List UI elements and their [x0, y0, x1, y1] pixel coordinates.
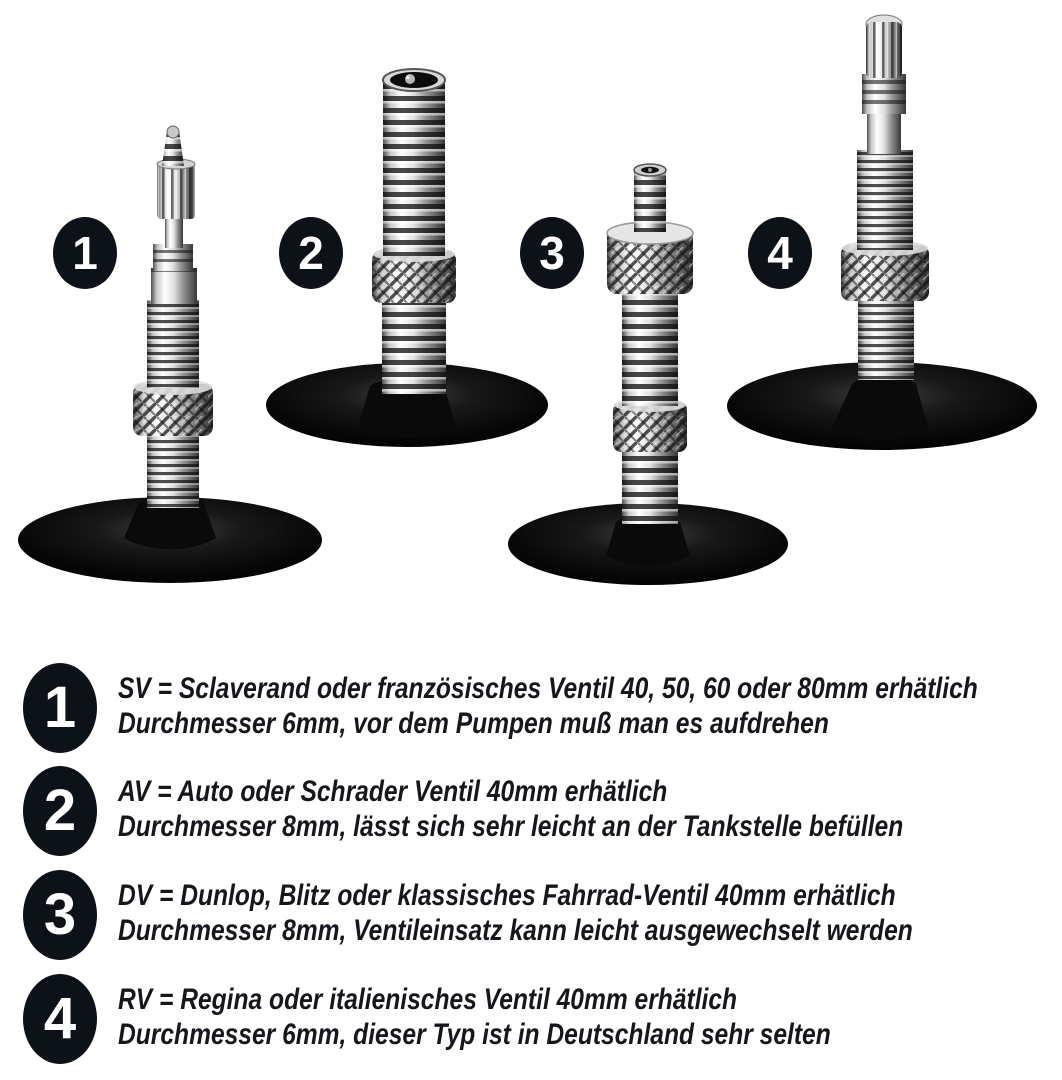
legend-text-av [118, 774, 1062, 844]
legend-badge-1: 1 [23, 663, 97, 753]
legend-item-av [23, 766, 1043, 858]
legend-text-sv [118, 671, 1062, 741]
legend-line: Durchmesser 8mm, Ventileinsatz kann leicht ausgewechselt werden [118, 914, 913, 947]
legend-line: Durchmesser 8mm, lässt sich sehr leicht an der Tankstelle befüllen [118, 810, 904, 843]
legend-badge-3: 3 [23, 870, 97, 960]
legend-text-rv [118, 982, 987, 1052]
legend-line: AV = Auto oder Schrader Ventil 40mm erhätlich [118, 775, 668, 808]
sclaverand-valve-illustration [18, 126, 322, 583]
legend-line: RV = Regina oder italienisches Ventil 40mm erhätlich [118, 983, 738, 1016]
legend-line: Durchmesser 6mm, dieser Typ ist in Deutschland sehr selten [118, 1018, 831, 1051]
legend-item-dv [23, 870, 1043, 962]
legend-text-dv [118, 878, 1062, 948]
diagram-badge-1: 1 [53, 217, 117, 289]
diagram-badge-4: 4 [748, 217, 812, 289]
legend-badge-2: 2 [23, 766, 97, 856]
legend-line: SV = Sclaverand oder französisches Ventil 40, 50, 60 oder 80mm erhätlich [118, 672, 978, 705]
legend-line: Durchmesser 6mm, vor dem Pumpen muß man es aufdrehen [118, 707, 829, 740]
diagram-badge-3: 3 [520, 217, 584, 289]
diagram-badge-2: 2 [279, 217, 343, 289]
legend-badge-4: 4 [23, 974, 97, 1064]
legend-item-rv [23, 974, 1043, 1066]
legend-line: DV = Dunlop, Blitz oder klassisches Fahrrad-Ventil 40mm erhätlich [118, 879, 896, 912]
legend-item-sv [23, 663, 1043, 755]
